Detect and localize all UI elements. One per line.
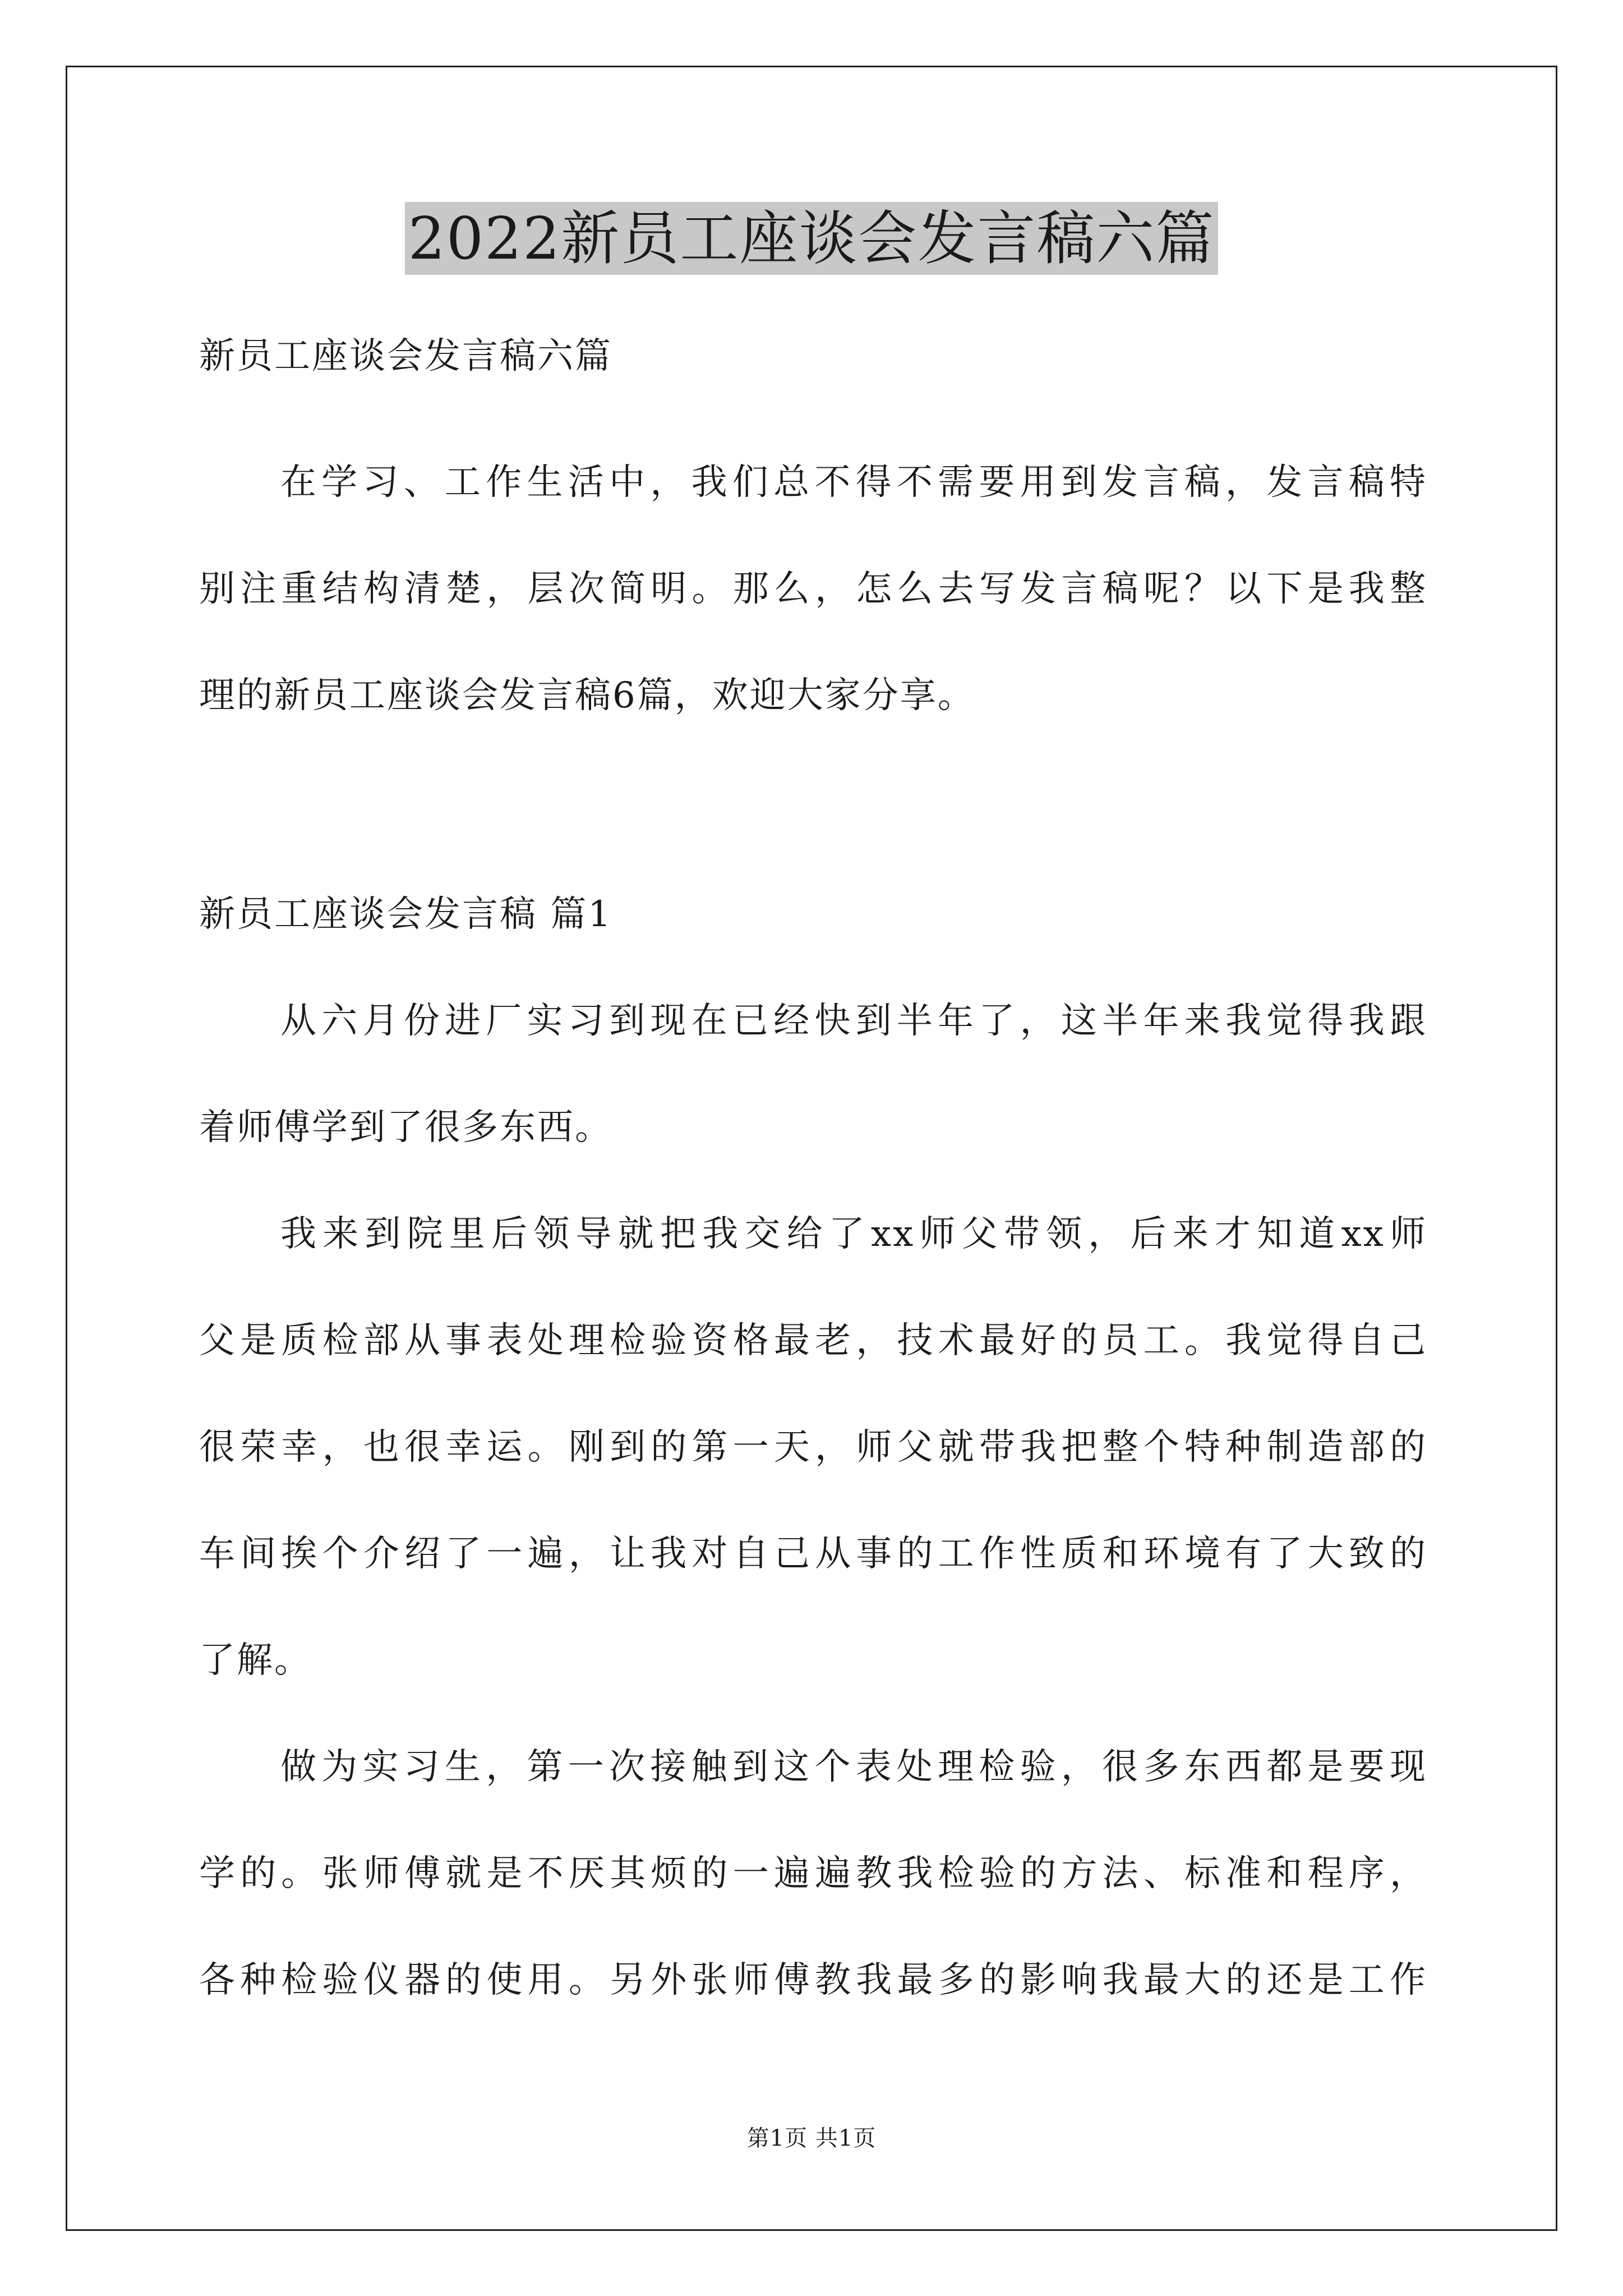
paragraph-line: 做为实习生，第一次接触到这个表处理检验，很多东西都是要现: [280, 1746, 1427, 1788]
paragraph-line: 很荣幸，也很幸运。刚到的第一天，师父就带我把整个特种制造部的: [199, 1427, 1427, 1468]
paragraph-line: 学的。张师傅就是不厌其烦的一遍遍教我检验的方法、标准和程序，: [199, 1853, 1427, 1894]
section-heading: 新员工座谈会发言稿 篇1: [199, 894, 613, 935]
paragraph-line: 我来到院里后领导就把我交给了xx师父带领，后来才知道xx师: [280, 1213, 1427, 1255]
page-footer: 第1页 共1页: [746, 2125, 877, 2151]
paragraph-line: 各种检验仪器的使用。另外张师傅教我最多的影响我最大的还是工作: [199, 1959, 1427, 2001]
subtitle-line: 新员工座谈会发言稿六篇: [199, 335, 612, 377]
paragraph-line: 从六月份进厂实习到现在已经快到半年了，这半年来我觉得我跟: [280, 1000, 1427, 1042]
paragraph-line: 别注重结构清楚，层次简明。那么，怎么去写发言稿呢？以下是我整: [199, 568, 1427, 610]
paragraph-line: 了解。: [199, 1640, 312, 1681]
paragraph-line: 理的新员工座谈会发言稿6篇，欢迎大家分享。: [199, 675, 975, 716]
paragraph-line: 车间挨个介绍了一遍，让我对自己从事的工作性质和环境有了大致的: [199, 1533, 1427, 1575]
document-title-text: 2022新员工座谈会发言稿六篇: [405, 202, 1219, 275]
paragraph-line: 父是质检部从事表处理检验资格最老，技术最好的员工。我觉得自己: [199, 1320, 1427, 1361]
paragraph-line: 在学习、工作生活中，我们总不得不需要用到发言稿，发言稿特: [280, 462, 1427, 503]
document-title: [0, 199, 1623, 278]
paragraph-line: 着师傅学到了很多东西。: [199, 1107, 612, 1148]
